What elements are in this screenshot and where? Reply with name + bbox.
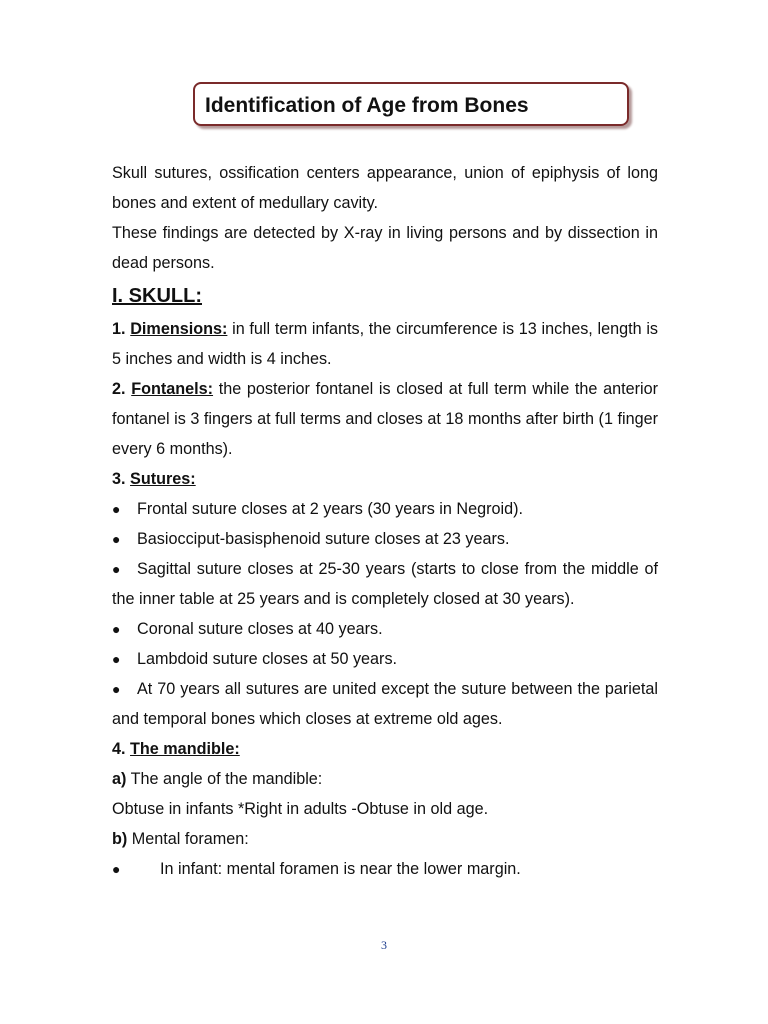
bullet-icon: ● (112, 561, 121, 577)
list-item: ● In infant: mental foramen is near the lower margin. (112, 854, 658, 884)
page-number: 3 (381, 938, 387, 952)
dimensions-label: Dimensions: (130, 320, 228, 338)
list-item: ● Basiocciput-basisphenoid suture closes at 23 years. (112, 524, 658, 554)
bullet-icon: ● (112, 621, 121, 637)
list-item: ● Lambdoid suture closes at 50 years. (112, 644, 658, 674)
fontanels-label: Fontanels: (131, 380, 214, 398)
sutures-label: Sutures: (130, 470, 196, 488)
sutures-heading (112, 464, 658, 494)
title-box (193, 82, 629, 126)
dimensions-paragraph (112, 314, 658, 374)
list-item: ● Frontal suture closes at 2 years (30 years in Negroid). (112, 494, 658, 524)
bullet-icon: ● (112, 501, 121, 517)
bullet-icon: ● (112, 681, 121, 697)
list-item: ● Sagittal suture closes at 25-30 years (starts to close from the middle of the inner table at 25 years and is completely closed at 30 years). (112, 554, 658, 614)
marker-a: a) (112, 770, 127, 788)
sutures-number: 3. (112, 470, 126, 488)
intro-paragraph-2: These findings are detected by X-ray in living persons and by dissection in dead persons. (112, 224, 658, 272)
section-heading-skull: I. SKULL: (112, 285, 202, 307)
fontanels-text: the posterior fontanel is closed at full term while the anterior fontanel is 3 fingers at full terms and closes at 18 months after birth (1 finger every 6 months). (112, 380, 658, 458)
mental-foramen-text: Mental foramen: (131, 830, 249, 848)
mandible-angle-text: The angle of the mandible: (130, 770, 323, 788)
bullet-icon: ● (112, 861, 121, 877)
mandible-number: 4. (112, 740, 126, 758)
mandible-heading (112, 734, 658, 764)
mandible-angle-line (112, 764, 658, 794)
intro-paragraph-1: Skull sutures, ossification centers appearance, union of epiphysis of long bones and extent of medullary cavity. (112, 164, 658, 212)
mental-foramen-line (112, 824, 658, 854)
bullet-icon: ● (112, 531, 121, 547)
fontanels-paragraph (112, 374, 658, 464)
marker-b: b) (112, 830, 128, 848)
document-body (112, 158, 658, 884)
dimensions-text: in full term infants, the circumference is 13 inches, length is 5 inches and width is 4 inches. (112, 320, 659, 368)
page-title: Identification of Age from Bones (205, 94, 529, 117)
mandible-angle-detail: Obtuse in infants *Right in adults -Obtuse in old age. (112, 800, 489, 818)
mandible-label: The mandible: (130, 740, 240, 758)
list-item: ● Coronal suture closes at 40 years. (112, 614, 658, 644)
bullet-icon: ● (112, 651, 121, 667)
fontanels-number: 2. (112, 380, 126, 398)
dimensions-number: 1. (112, 320, 126, 338)
list-item: ● At 70 years all sutures are united except the suture between the parietal and temporal bones which closes at extreme old ages. (112, 674, 658, 734)
